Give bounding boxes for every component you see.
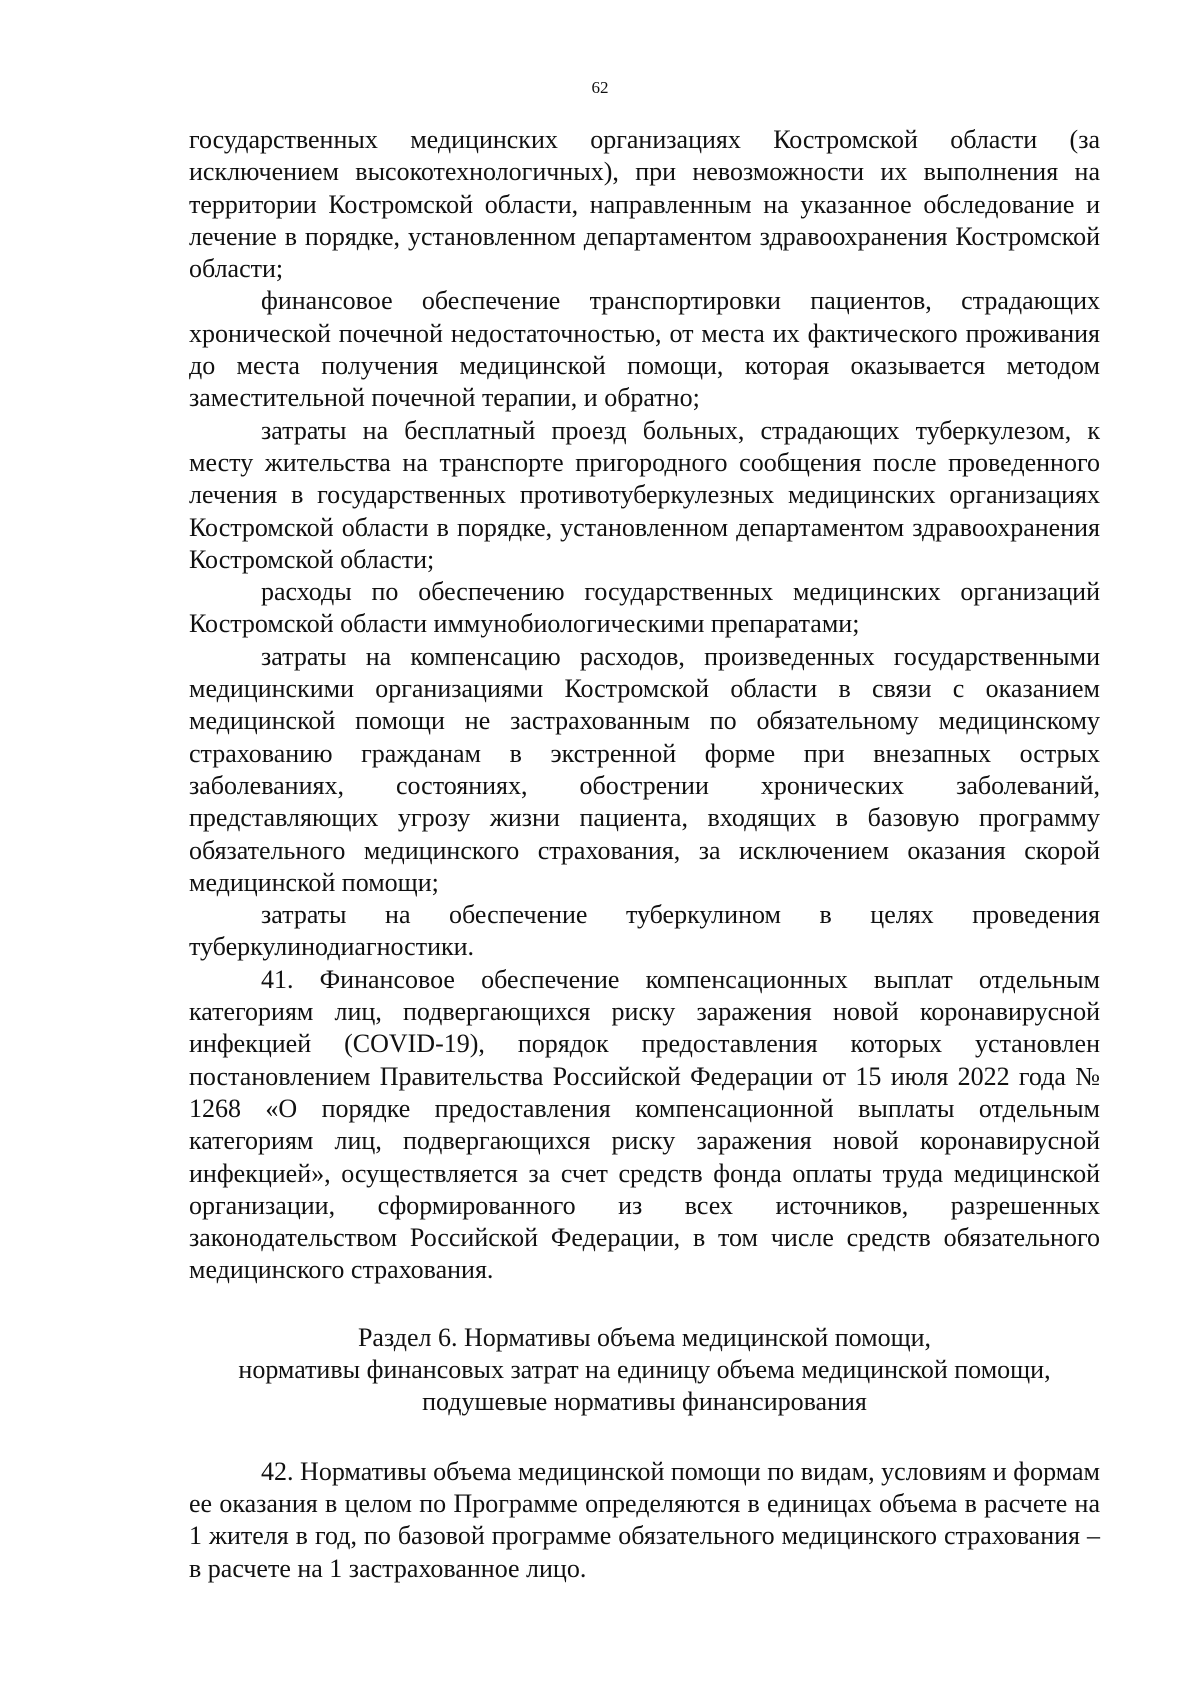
document-body <box>189 124 1100 1585</box>
paragraph-42: 42. Нормативы объема медицинской помощи по видам, условиям и формам ее оказания в целом по Программе определяются в единицах объема в расчете на 1 жителя в год, по базовой программе обязательного медицинского страхования – в расчете на 1 застрахованное лицо. <box>189 1456 1100 1583</box>
paragraph: затраты на компенсацию расходов, произведенных государственными медицинскими организациями Костромской области в связи с оказанием медицинской помощи не застрахованным по обязательному медицинскому страхованию гражданам в экстренной форме при внезапных острых заболеваниях, состояниях, обострении хронических заболеваний, представляющих угрозу жизни пациента, входящих в базовую программу обязательного медицинского страхования, за исключением оказания скорой медицинской помощи; <box>189 641 1100 897</box>
page-number: 62 <box>591 78 609 97</box>
section-heading-line: Раздел 6. Нормативы объема медицинской помощи, <box>357 1322 932 1352</box>
section-heading <box>189 1322 1100 1418</box>
paragraph-continuation: государственных медицинских организациях Костромской области (за исключением высокотехнологичных), при невозможности их выполнения на территории Костромской области, направленным на указанное обследование и лечение в порядке, установленном департаментом здравоохранения Костромской области; <box>189 125 1100 284</box>
section-heading-line: подушевые нормативы финансирования <box>422 1386 867 1416</box>
paragraph: затраты на обеспечение туберкулином в целях проведения туберкулинодиагностики. <box>189 900 1100 962</box>
paragraph-41: 41. Финансовое обеспечение компенсационных выплат отдельным категориям лиц, подвергающихся риску заражения новой коронавирусной инфекцией (COVID-19), порядок предоставления которых установлен постановлением Правительства Российской Федерации от 15 июля 2022 года № 1268 «О порядке предоставления компенсационной выплаты отдельным категориям лиц, подвергающихся риску заражения новой коронавирусной инфекцией», осуществляется за счет средств фонда оплаты труда медицинской организации, сформированного из всех источников, разрешенных законодательством Российской Федерации, в том числе средств обязательного медицинского страхования. <box>189 964 1100 1285</box>
section-heading-line: нормативы финансовых затрат на единицу объема медицинской помощи, <box>238 1354 1051 1384</box>
paragraph: расходы по обеспечению государственных медицинских организаций Костромской области иммунобиологическими препаратами; <box>189 577 1100 639</box>
paragraph: затраты на бесплатный проезд больных, страдающих туберкулезом, к месту жительства на транспорте пригородного сообщения после проведенного лечения в государственных противотуберкулезных медицинских организациях Костромской области в порядке, установленном департаментом здравоохранения Костромской области; <box>189 415 1100 574</box>
paragraph: финансовое обеспечение транспортировки пациентов, страдающих хронической почечной недостаточностью, от места их фактического проживания до места получения медицинской помощи, которая оказывается методом заместительной почечной терапии, и обратно; <box>189 286 1100 413</box>
